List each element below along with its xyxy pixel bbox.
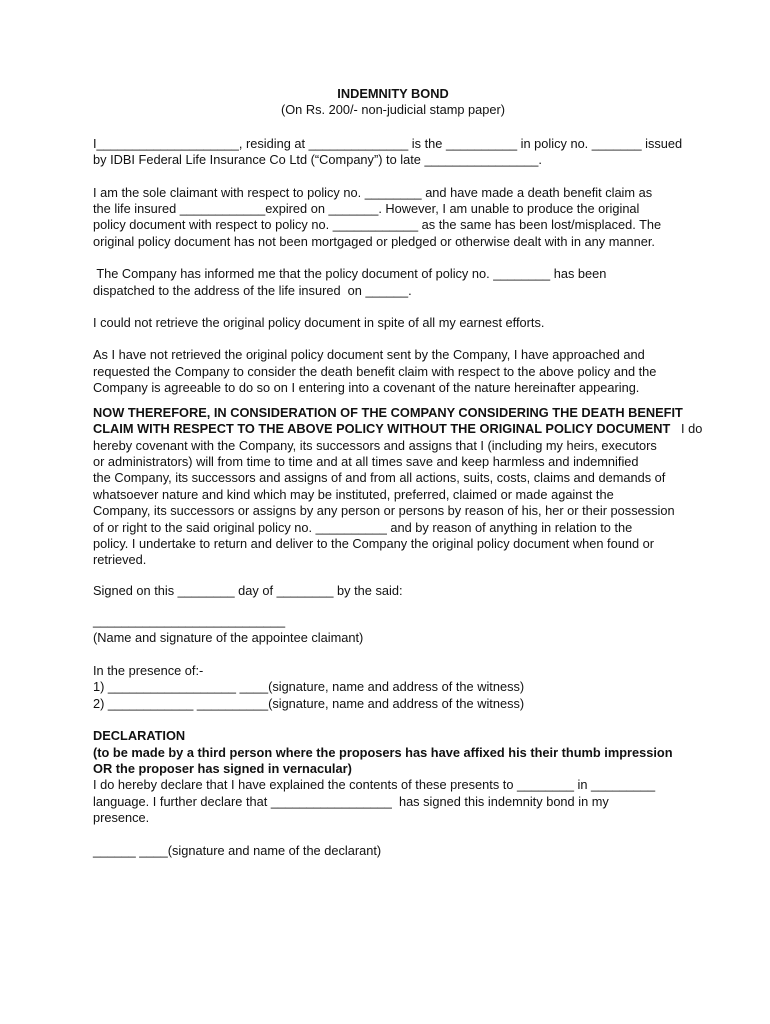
text-line: by IDBI Federal Life Insurance Co Ltd (“Company”) to late ________________. xyxy=(93,152,542,168)
paragraph-not-retrieved xyxy=(93,315,693,331)
declaration-instructions xyxy=(93,745,693,778)
text-line: The Company has informed me that the policy document of policy no. ________ has been xyxy=(93,266,607,282)
text-line: original policy document has not been mortgaged or pledged or otherwise dealt with in any manner. xyxy=(93,233,655,249)
paragraph-policy-dispatched xyxy=(93,266,693,299)
text-line: retrieved. xyxy=(93,552,147,568)
text-line: I____________________, residing at ______________ is the __________ in policy no. _______ issued xyxy=(93,135,683,151)
document-subtitle: (On Rs. 200/- non-judicial stamp paper) xyxy=(280,102,506,118)
text-line: policy document with respect to policy no. ____________ as the same has been lost/misplaced. The xyxy=(93,217,662,233)
signature-caption: (Name and signature of the appointee claimant) xyxy=(93,629,364,645)
text-line: language. I further declare that _________________ has signed this indemnity bond in my xyxy=(93,793,609,809)
text-line: Company is agreeable to do so on I entering into a covenant of the nature hereinafter appearing. xyxy=(93,380,640,396)
text-line-bold: OR the proposer has signed in vernacular) xyxy=(93,761,352,776)
declaration-heading: DECLARATION xyxy=(93,728,186,744)
text-line-bold: NOW THEREFORE, IN CONSIDERATION OF THE COMPANY CONSIDERING THE DEATH BENEFIT xyxy=(93,404,683,420)
text-line-bold: (to be made by a third person where the proposers has have affixed his their thumb impression xyxy=(93,744,673,760)
text-line-bold: CLAIM WITH RESPECT TO THE ABOVE POLICY WITHOUT THE ORIGINAL POLICY DOCUMENT xyxy=(93,421,671,437)
declaration-text xyxy=(93,777,693,826)
text-line: hereby covenant with the Company, its successors and assigns that I (including my heirs, executors xyxy=(93,437,657,453)
text-line: presence. xyxy=(93,810,150,826)
text-line: of or right to the said original policy no. __________ and by reason of anything in relation to the xyxy=(93,519,633,535)
text-line: I could not retrieve the original policy document in spite of all my earnest efforts. xyxy=(93,315,545,331)
text-line: policy. I undertake to return and deliver to the Company the original policy document when found or xyxy=(93,535,655,551)
text-line: the life insured ____________expired on _______. However, I am unable to produce the original xyxy=(93,201,640,217)
paragraph-sole-claimant xyxy=(93,185,693,251)
text-line: dispatched to the address of the life insured on ______. xyxy=(93,282,412,298)
text-line: Company, its successors or assigns by any person or persons by reason of his, her or their possession xyxy=(93,503,675,519)
witness-line-2: 2) ____________ __________(signature, name and address of the witness) xyxy=(93,695,525,711)
signed-on-line: Signed on this ________ day of ________ by the said: xyxy=(93,582,403,598)
declarant-signature-line: ______ ____(signature and name of the declarant) xyxy=(93,842,382,858)
paragraph-request xyxy=(93,347,693,396)
witness-line-1: 1) __________________ ____(signature, name and address of the witness) xyxy=(93,679,525,695)
text-inline: I do xyxy=(670,421,703,437)
text-line: As I have not retrieved the original policy document sent by the Company, I have approached and xyxy=(93,347,645,363)
signature-line: ___________________________ xyxy=(93,613,286,629)
indemnity-bond-document xyxy=(93,86,703,859)
paragraph-covenant xyxy=(93,404,703,569)
text-line: whatsoever nature and kind which may be instituted, preferred, claimed or made against the xyxy=(93,486,614,502)
text-line: the Company, its successors and assigns of and from all actions, suits, costs, claims and demands of xyxy=(93,470,666,486)
text-line: requested the Company to consider the death benefit claim with respect to the above policy and the xyxy=(93,363,657,379)
text-line: I am the sole claimant with respect to policy no. ________ and have made a death benefit claim as xyxy=(93,184,653,200)
paragraph-claimant-details xyxy=(93,136,693,169)
text-line: or administrators) will from time to time and at all times save and keep harmless and indemnified xyxy=(93,453,639,469)
text-line: I do hereby declare that I have explained the contents of these presents to ________ in _________ xyxy=(93,777,656,793)
presence-heading: In the presence of:- xyxy=(93,662,204,678)
document-title: INDEMNITY BOND xyxy=(337,86,449,101)
